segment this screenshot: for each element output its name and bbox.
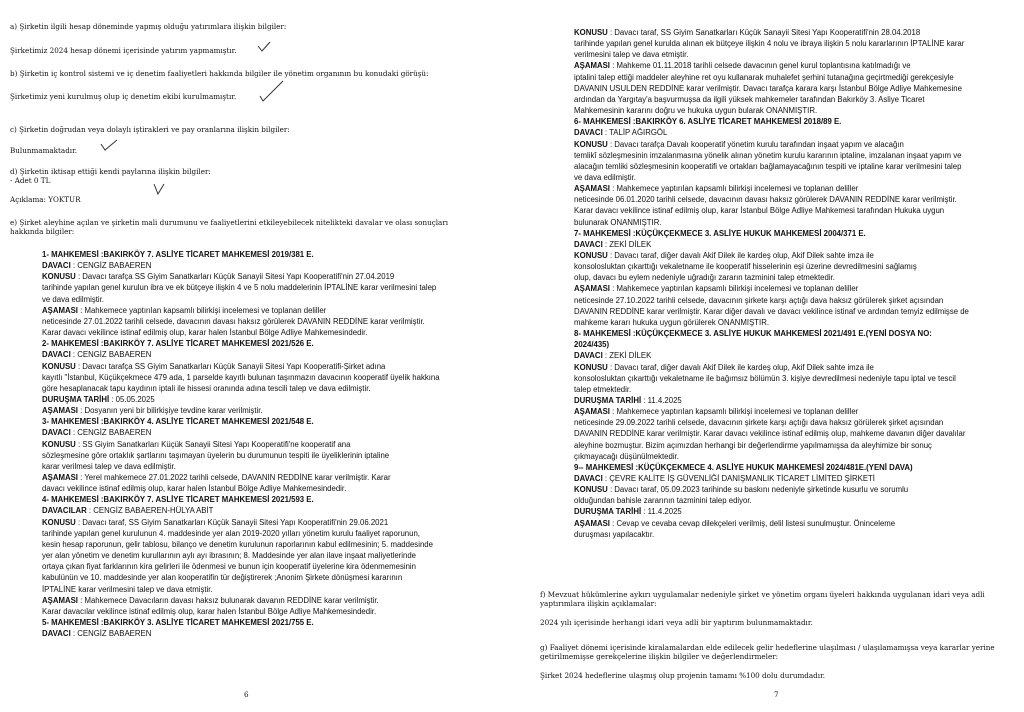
case-text-line: İPTALİNE karar verilmesini talep ve dava etmiştir. [42,584,213,594]
court-heading: 8- MAHKEMESİ :KÜÇÜKÇEKMECE 3. ASLİYE HUKUK MAHKEMESİ 2021/491 E.(YENİ DOSYA NO: [574,329,932,339]
case-text-line: DURUŞMA TARİHİ : 05.05.2025 [42,394,155,404]
case-text-line: ve dava edilmiştir. [42,294,104,304]
court-heading: 7- MAHKEMESİ :KÜÇÜKÇEKMECE 3. ASLİYE HUKUK MAHKEMESİ 2004/371 E. [574,228,866,238]
section-d-label: d) Şirketin iktisap ettiği kendi paylarına ilişkin bilgiler: [10,167,211,176]
section-e-label-1: e) Şirket aleyhine açılan ve şirketin mali durumunu ve faaliyetlerini etkileyebilecek nitelikteki davalar ve olası sonuçları [10,218,449,227]
case-text-line: Karar davacı vekilince istinaf edilmiş olup, karar İstanbul Bölge Adliye Mahkemesi tarafından Hukuka uygun [574,206,945,216]
page-number: 7 [774,690,779,699]
section-b-label: b) Şirketin iç kontrol sistemi ve iç denetim faaliyetleri hakkında bilgiler ile yönetim organının bu konudaki görüşü: [10,69,429,78]
case-text-line: KONUSU : Davacı tarafça Davalı kooperatif yönetim kurulu tarafından inşaat yapım ve alacağın [574,139,904,149]
section-g-label-2: getirilmemişse gerekçelerine ilişkin bilgiler ve değerlendirmeler: [540,652,779,661]
section-b-answer: Şirketimiz yeni kurulmuş olup iç denetim ekibi kurulmamıştır. [10,92,237,101]
case-text-line: Mahkemesinin kararını doğru ve hukuka uygun bularak ONANMIŞTIR. [574,106,818,116]
case-text-line: tarihinde yapılan genel kurulun ibra ve ek bütçeye ilişkin 4 ve 5 nolu maddelerinin İPTALİNE karar verilmesini talep [42,283,437,293]
case-text-line: alacağın temliki sözleşmesinin kooperatifi ve ortakları bağlamayacağının tespiti ve iptaline karar verilmesini talep [574,161,962,171]
case-text-line: DAVACI : ZEKİ DİLEK [574,351,652,361]
case-text-line: KONUSU : Davacı taraf, SS Giyim Sanatkarları Küçük Sanayii Sitesi Yapı Kooperatifi'nin 29.06.2021 [42,517,389,527]
handwritten-check-mark [153,183,165,195]
case-text-line: AŞAMASI : Mahkemece yaptırılan kapsamlı bilirkişi incelemesi ve toplanan deliller [574,407,859,417]
case-text-line: aleyhine bozmuştur. Bizim açımızdan herhangi bir değerlendirme yapılmamışsa da aleyhimize bir sonuç [574,440,932,450]
section-e-label-2: hakkında bilgiler: [10,227,75,236]
court-heading: 1- MAHKEMESİ :BAKIRKÖY 7. ASLİYE TİCARET MAHKEMESİ 2019/381 E. [42,250,314,259]
court-heading: 2024/435) [574,340,610,350]
case-text-line: DAVACI : CENGİZ BABAEREN [42,629,152,639]
case-text-line: tarihinde yapılan genel kurulunun 4. maddesinde yer alan 2019-2020 yılları yönetim kurulu faaliyet raporunun, [42,528,420,538]
case-text-line: DAVACI : CENGİZ BABAEREN [42,261,152,271]
court-heading: 2- MAHKEMESİ :BAKIRKÖY 7. ASLİYE TİCARET MAHKEMESİ 2021/526 E. [42,339,314,349]
case-text-line: DURUŞMA TARİHİ : 11.4.2025 [574,395,682,405]
case-text-line: neticesinde 27.01.2022 tarihli celsede, davacının davası haksız görülerek DAVANIN REDDİNE karar verilmiştir. [42,316,425,326]
case-text-line: AŞAMASI : Yerel mahkemece 27.01.2022 tarihli celsede, DAVANIN REDDİNE karar verilmiştir. Karar [42,473,391,482]
case-text-line: DAVANIN REDDİNE karar verilmiştir. Karar diğer davalı ve davacı vekilince istinaf ve ardından temyiz edilmişse de [574,306,969,316]
case-text-line: DAVACI : ZEKİ DİLEK [574,239,652,249]
case-text-line: AŞAMASI : Mahkemece Davacıların davası haksız bulunarak davanın REDDİNE karar verilmiştir. [42,595,379,605]
handwritten-check-mark [100,139,118,151]
handwritten-check-mark [257,41,271,53]
court-heading: 9-- MAHKEMESİ :KÜÇÜKÇEKMECE 4. ASLİYE HUKUK MAHKEMESİ 2024/481E.(YENİ DAVA) [574,462,913,472]
case-text-line: bulunarak ONANMIŞTIR. [574,217,662,227]
case-text-line: AŞAMASI : Dosyanın yeni bir bilirkişiye tevdine karar verilmiştir. [42,406,263,416]
court-heading: 6- MAHKEMESİ :BAKIRKÖY 6. ASLİYE TİCARET MAHKEMESİ 2018/89 E. [574,117,842,127]
case-text-line: ve dava edilmiştir. [574,172,636,182]
case-text-line: sözleşmesine göre ortaklık şartlarını taşımayan üyelerin bu durumunun tespiti ile üyeliklerinin iptaline [42,450,390,460]
case-text-line: DAVACI : TALİP AĞIRGÖL [574,128,668,138]
section-c-answer: Bulunmamaktadır. [10,146,78,155]
case-text-line: olup, davacı bu eylem nedeniyle uğradığı zararın tazminini talep etmektedir. [574,273,835,283]
case-text-line: duruşması yapılacaktır. [574,529,655,539]
case-text-line: karar verilmesi talep ve dava edilmiştir. [42,461,176,471]
case-text-line: kabulünün ve 10. maddesinde yer alan kooperatifin tür değiştirerek ;Anonim Şirkete dönüşmesi kararının [42,573,403,583]
case-text-line: AŞAMASI : Cevap ve cevaba cevap dilekçeleri verilmiş, delil listesi sunulmuştur. Öninceleme [574,518,896,528]
case-text-line: talep etmektedir. [574,384,632,394]
case-text-line: çıkmayacağı düşünülmektedir. [574,451,679,461]
case-text-line: Karar davacılar vekilince istinaf edilmiş olup, karar halen İstanbul Bölge Adliye Mahkemesindedir. [42,606,377,616]
case-text-line: tarihinde yapılan genel kurulda alınan ek bütçeye ilişkin 4 nolu ve ibraya ilişkin 5 nolu kararlarının İPTALİNE karar [574,39,965,49]
case-text-line: Karar davacı vekilince istinaf edilmiş olup, karar halen İstanbul Bölge Adliye Mahkemesindedir. [42,328,368,338]
case-text-line: kayıtlı "İstanbul, Küçükçekmece 479 ada, 1 parselde kayıtlı bulunan taşınmazın davacının kooperatif üyelik hakkına [42,372,440,382]
handwritten-check-mark [258,80,284,102]
case-text-line: neticesinde 06.01.2020 tarihli celsede, davacının davası haksız görülerek DAVANIN REDDİNE karar verilmiştir. [574,195,957,205]
case-text-line: KONUSU : Davacı taraf, SS Giyim Sanatkarları Küçük Sanayii Sitesi Yapı Kooperatifi'nin 28.04.2018 [574,28,921,37]
case-text-line: ardından da Yargıtay'a başvurmuşsa da ilgili yüksek mahkemeler tarafından Bakırköy 3. Asliye Ticaret [574,94,925,104]
page-7 [512,0,1024,712]
section-f-label-2: yaptırımlara ilişkin açıklamalar: [540,599,657,608]
case-text-line: temlikî sözleşmesinin imzalanmasına yönelik alınan yönetim kurulu kararının iptaline, imzalanan inşaat yapım ve [574,150,962,160]
case-text-line: davacı vekilince istinaf edilmiş olup, karar halen İstanbul Bölge Adliye Mahkemesindedir. [42,484,347,494]
case-text-line: DAVACI : CENGİZ BABAEREN [42,350,152,360]
case-text-line: olduğundan bahisle zararının tazminini talep ediyor. [574,496,752,506]
court-heading: 4- MAHKEMESİ :BAKIRKÖY 7. ASLİYE TİCARET MAHKEMESİ 2021/593 E. [42,495,314,505]
case-text-line: KONUSU : Davacı taraf, diğer davalı Akif Dilek ile kardeş olup, Akif Dilek sahte imza ile [574,362,874,372]
section-a-answer: Şirketimiz 2024 hesap dönemi içerisinde yatırım yapmamıştır. [10,46,237,55]
section-f-answer: 2024 yılı içerisinde herhangi idari veya adli bir yaptırım bulunmamaktadır. [540,618,813,627]
case-text-line: DAVANIN REDDİNE karar verilmiştir. Karar davacı vekilince istinaf edilmiş olup, mahkeme davanın diğer davalılar [574,429,966,439]
case-text-line: DAVANIN USULDEN REDDİNE karar verilmiştir. Davacı tarafça karara karşı İstanbul Bölge Adliye Mahkemesine [574,83,962,93]
case-text-line: DURUŞMA TARİHİ : 11.4.2025 [574,507,682,517]
case-text-line: KONUSU : Davacı tarafça SS Giyim Sanatkarları Küçük Sanayii Sitesi Yapı Kooperatifi'nin 27.04.2019 [42,272,395,282]
case-text-line: AŞAMASI : Mahkemece yaptırılan kapsamlı bilirkişi incelemesi ve toplanan deliller [574,284,859,294]
case-text-line: DAVACILAR : CENGİZ BABAEREN-HÜLYA ABİT [42,506,214,516]
case-text-line: neticesinde 27.10.2022 tarihli celsede, davacının şirkete karşı açtığı dava haksız görülerek şirket açısından [574,295,944,305]
case-text-line: neticesinde 29.09.2022 tarihli celsede, davacının şirkete karşı açtığı dava haksız görülerek şirket açısından [574,418,944,428]
section-d-adet: - Adet 0 TL [10,176,51,185]
section-g-answer: Şirket 2024 hedeflerine ulaşmış olup projenin tamamı %100 dolu durumdadır. [540,671,825,680]
case-text-line: kesin hesap raporunun, gelir tablosu, bilanço ve denetim kurulunun raporlarının kabul edilmesinin; 5. maddesinde [42,539,433,549]
case-text-line: KONUSU : SS Giyim Sanatkarları Küçük Sanayii Sitesi Yapı Kooperatifi'ne kooperatif ana [42,439,351,449]
case-text-line: AŞAMASI : Mahkemece yaptırılan kapsamlı bilirkişi incelemesi ve toplanan deliller [574,184,859,194]
case-text-line: iptalini talep ettiği maddeler aleyhine ret oyu kullanarak muhalefet şerhini tutanağına geçirtmediği gerekçesiyle [574,72,954,82]
case-text-line: yer alan yönetim ve denetim kurullarının aylı ayı ibrasının; 8. Maddesinde yer alan ilave inşaat maliyetlerinde [42,551,417,561]
section-f-label-1: f) Mevzuat hükümlerine aykırı uygulamalar nedeniyle şirket ve yönetim organı üyeleri hakkında uygulanan idari veya adli [540,590,985,599]
case-text-line: ortaya çıkan fiyat farklarının kira gelirleri ile ödenmesi ve bunun için kooperatif üyelerine kira ödenmemesinin [42,562,417,572]
section-d-aciklama: Açıklama: YOKTUR [10,195,81,204]
case-text-line: verilmesini talep ve dava etmiştir. [574,50,689,60]
case-text-line: AŞAMASI : Mahkemece yaptırılan kapsamlı bilirkişi incelemesi ve toplanan deliller [42,305,327,315]
case-text-line: KONUSU : Davacı tarafça SS Giyim Sanatkarları Küçük Sanayii Sitesi Yapı Kooperatifi-Şirket adına [42,361,386,371]
case-text-line: KONUSU : Davacı taraf, 05.09.2023 tarihinde su baskını nedeniyle şirketinde kusurlu ve sorumlu [574,485,909,495]
court-heading: 5- MAHKEMESİ :BAKIRKÖY 3. ASLİYE TİCARET MAHKEMESİ 2021/755 E. [42,617,314,627]
case-text-line: AŞAMASI : Mahkeme 01.11.2018 tarihli celsede davacının genel kurul toplantısına katılmadığı ve [574,61,911,71]
page-number: 6 [244,690,249,699]
section-g-label-1: g) Faaliyet dönemi içerisinde kiralamalardan elde edilecek gelir hedeflerine ulaşılması / ulaşılamamışsa veya kararlar yerine [540,643,995,652]
court-heading: 3- MAHKEMESİ :BAKIRKÖY 4. ASLİYE TİCARET MAHKEMESİ 2021/548 E. [42,417,314,427]
case-text-line: göre hesaplanacak tapu kaydının iptali ile hissesi oranında adına tescili talep ve dava edilmiştir. [42,383,371,393]
case-text-line: mahkeme kararı hukuka uygun görülerek ONANMIŞTIR. [574,317,769,327]
section-c-label: c) Şirketin doğrudan veya dolaylı iştirakleri ve pay oranlarına ilişkin bilgiler: [10,125,290,134]
case-text-line: konsolosluktan çıkarttığı vekaletname ile kooperatif hisselerinin eşi üzerine devredilmesini sağlamış [574,262,917,272]
case-text-line: konsolosluktan çıkarttığı vekaletname ile bağımsız bölümün 3. kişiye devredilmesi nedeniyle tapu iptal ve tescil [574,373,956,383]
case-text-line: DAVACI : ÇEVRE KALİTE İŞ GÜVENLİĞİ DANIŞMANLIK TİCARET LİMİTED ŞİRKETİ [574,474,875,483]
section-a-label: a) Şirketin ilgili hesap döneminde yapmış olduğu yatırımlara ilişkin bilgiler: [10,22,287,31]
case-text-line: DAVACI : CENGİZ BABAEREN [42,428,152,438]
case-text-line: KONUSU : Davacı taraf, diğer davalı Akif Dilek ile kardeş olup, Akif Dilek sahte imza ile [574,251,874,260]
